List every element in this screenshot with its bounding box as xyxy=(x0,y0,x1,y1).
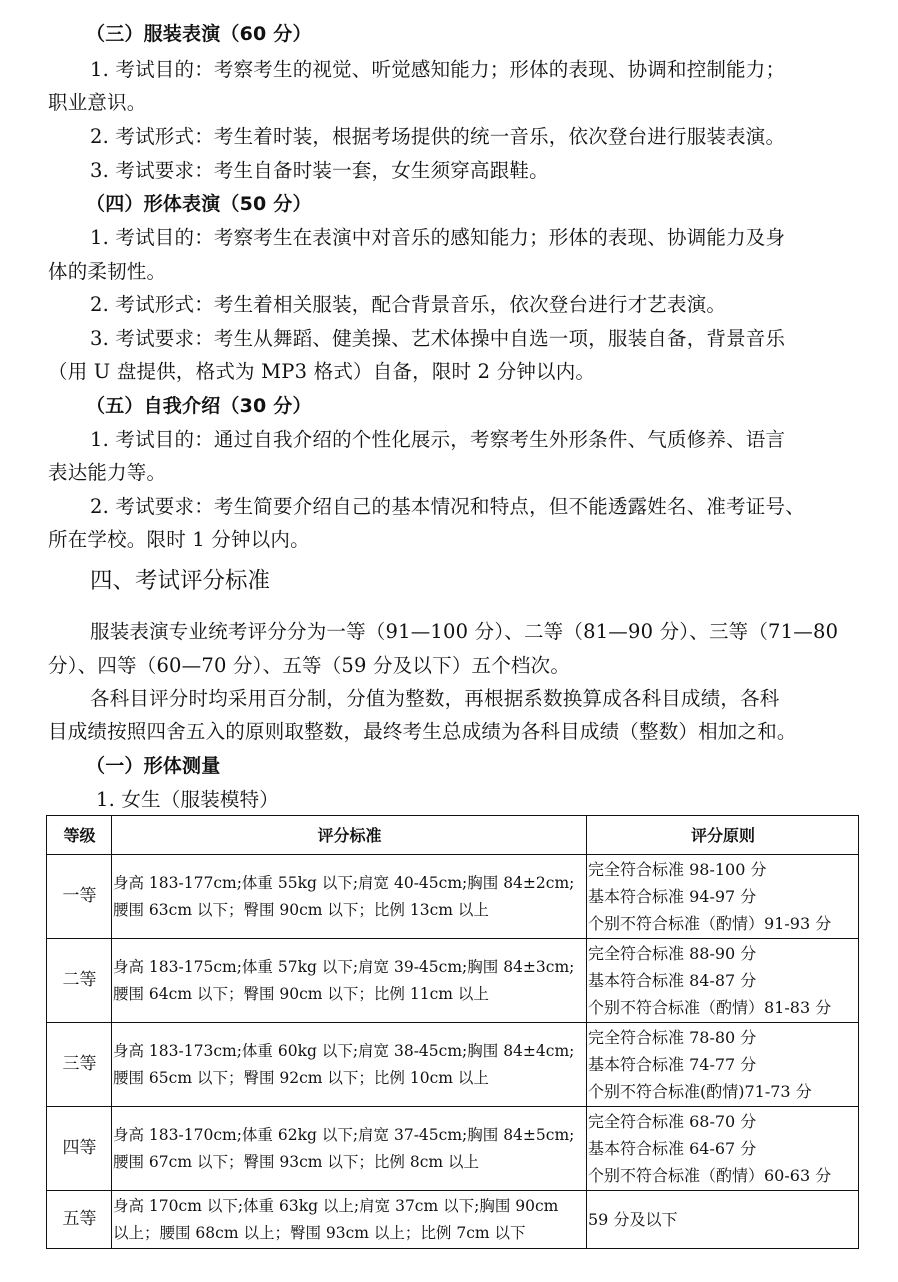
part-4-heading: 四、考试评分标准 xyxy=(90,568,271,594)
table-row xyxy=(47,1107,859,1191)
rule-line: 基本符合标准 94-97 分 xyxy=(588,887,757,906)
rules-cell xyxy=(587,1023,859,1107)
header-rules: 评分原则 xyxy=(587,816,859,855)
rules-cell xyxy=(587,939,859,1023)
rule-line: 个别不符合标准（酌情）91-93 分 xyxy=(588,914,832,933)
rule-line: 完全符合标准 98-100 分 xyxy=(588,860,767,879)
section-5-para-1-line-2: 表达能力等。 xyxy=(48,461,167,484)
grade-cell: 二等 xyxy=(47,939,112,1023)
section-5-para-2-line-2: 所在学校。限时 1 分钟以内。 xyxy=(48,528,310,551)
criteria-line: 以上；腰围 68cm 以上；臀围 93cm 以上；比例 7cm 以下 xyxy=(113,1223,526,1242)
grade-cell: 五等 xyxy=(47,1191,112,1249)
rule-line: 个别不符合标准(酌情)71-73 分 xyxy=(588,1082,812,1101)
part-4-para-2-line-1: 各科目评分时均采用百分制，分值为整数，再根据系数换算成各科目成绩，各科 xyxy=(90,687,780,710)
section-5-para-1-line-1: 1. 考试目的：通过自我介绍的个性化展示，考察考生外形条件、气质修养、语言 xyxy=(90,428,786,451)
table-row xyxy=(47,1191,859,1249)
part-4-para-1-line-1: 服装表演专业统考评分分为一等（91—100 分）、二等（81—90 分）、三等（71—80 xyxy=(90,620,839,643)
grade-cell: 一等 xyxy=(47,855,112,939)
rules-cell xyxy=(587,1191,859,1249)
header-grade: 等级 xyxy=(47,816,112,855)
criteria-line: 身高 183-173cm;体重 60kg 以下;肩宽 38-45cm;胸围 84±4cm; xyxy=(113,1041,575,1060)
table-row xyxy=(47,855,859,939)
scoring-table xyxy=(46,815,859,1249)
grade-cell: 四等 xyxy=(47,1107,112,1191)
section-4-para-1-line-1: 1. 考试目的：考察考生在表演中对音乐的感知能力；形体的表现、协调能力及身 xyxy=(90,226,786,249)
rule-line: 基本符合标准 64-67 分 xyxy=(588,1139,757,1158)
part-4-para-2-line-2: 目成绩按照四舍五入的原则取整数，最终考生总成绩为各科目成绩（整数）相加之和。 xyxy=(48,720,797,743)
rules-cell xyxy=(587,1107,859,1191)
criteria-line: 身高 170cm 以下;体重 63kg 以上;肩宽 37cm 以下;胸围 90cm xyxy=(113,1196,559,1215)
section-3-para-3: 3. 考试要求：考生自备时装一套，女生须穿高跟鞋。 xyxy=(90,159,549,182)
section-4-para-3-line-1: 3. 考试要求：考生从舞蹈、健美操、艺术体操中自选一项，服装自备，背景音乐 xyxy=(90,327,786,350)
section-3-title: （三）服装表演（60 分） xyxy=(86,23,312,45)
section-5-para-2-line-1: 2. 考试要求：考生简要介绍自己的基本情况和特点，但不能透露姓名、准考证号、 xyxy=(90,495,805,518)
header-criteria: 评分标准 xyxy=(112,816,587,855)
criteria-line: 身高 183-177cm;体重 55kg 以下;肩宽 40-45cm;胸围 84±2cm; xyxy=(113,873,575,892)
section-4-para-3-line-2: （用 U 盘提供，格式为 MP3 格式）自备，限时 2 分钟以内。 xyxy=(48,360,596,383)
criteria-cell xyxy=(112,1191,587,1249)
section-4-para-1-line-2: 体的柔韧性。 xyxy=(48,260,167,283)
rule-line: 59 分及以下 xyxy=(588,1210,678,1229)
criteria-line: 腰围 65cm 以下；臀围 92cm 以下；比例 10cm 以上 xyxy=(113,1068,489,1087)
criteria-line: 身高 183-175cm;体重 57kg 以下;肩宽 39-45cm;胸围 84±3cm; xyxy=(113,957,575,976)
rule-line: 基本符合标准 84-87 分 xyxy=(588,971,757,990)
section-4-title: （四）形体表演（50 分） xyxy=(86,193,312,215)
rule-line: 完全符合标准 88-90 分 xyxy=(588,944,757,963)
section-3-para-2: 2. 考试形式：考生着时装，根据考场提供的统一音乐，依次登台进行服装表演。 xyxy=(90,125,786,148)
criteria-line: 腰围 67cm 以下；臀围 93cm 以下；比例 8cm 以上 xyxy=(113,1152,480,1171)
rules-cell xyxy=(587,855,859,939)
criteria-cell xyxy=(112,1023,587,1107)
criteria-line: 身高 183-170cm;体重 62kg 以下;肩宽 37-45cm;胸围 84±5cm; xyxy=(113,1125,575,1144)
section-3-para-1-line-1: 1. 考试目的：考察考生的视觉、听觉感知能力；形体的表现、协调和控制能力； xyxy=(90,58,786,81)
rule-line: 基本符合标准 74-77 分 xyxy=(588,1055,757,1074)
table-header-row xyxy=(47,816,859,855)
rule-line: 完全符合标准 78-80 分 xyxy=(588,1028,757,1047)
criteria-cell xyxy=(112,1107,587,1191)
table-row xyxy=(47,1023,859,1107)
section-5-title: （五）自我介绍（30 分） xyxy=(86,395,312,417)
criteria-cell xyxy=(112,939,587,1023)
grade-cell: 三等 xyxy=(47,1023,112,1107)
subsection-1-title: （一）形体测量 xyxy=(86,755,221,777)
part-4-para-1-line-2: 分）、四等（60—70 分）、五等（59 分及以下）五个档次。 xyxy=(48,654,571,677)
criteria-line: 腰围 64cm 以下；臀围 90cm 以下；比例 11cm 以上 xyxy=(113,984,489,1003)
criteria-cell xyxy=(112,855,587,939)
rule-line: 个别不符合标准（酌情）81-83 分 xyxy=(588,998,832,1017)
criteria-line: 腰围 63cm 以下；臀围 90cm 以下；比例 13cm 以上 xyxy=(113,900,489,919)
section-4-para-2: 2. 考试形式：考生着相关服装，配合背景音乐，依次登台进行才艺表演。 xyxy=(90,293,727,316)
rule-line: 完全符合标准 68-70 分 xyxy=(588,1112,757,1131)
rule-line: 个别不符合标准（酌情）60-63 分 xyxy=(588,1166,832,1185)
table-row xyxy=(47,939,859,1023)
subsection-1-item: 1. 女生（服装模特） xyxy=(96,788,280,811)
section-3-para-1-line-2: 职业意识。 xyxy=(48,91,147,114)
